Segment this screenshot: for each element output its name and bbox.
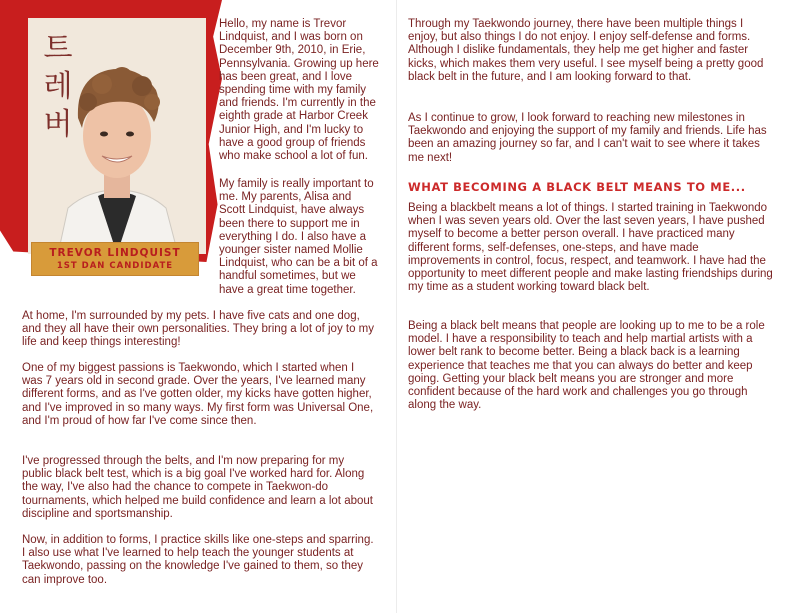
black-belt-heading: WHAT BECOMING A BLACK BELT MEANS TO ME... [408, 180, 746, 194]
student-rank: 1ST DAN CANDIDATE [56, 261, 174, 271]
student-name: TREVOR LINDQUIST [49, 247, 181, 259]
korean-name-calligraphy: 트 레 버 [43, 31, 73, 142]
pets-paragraph: At home, I'm surrounded by my pets. I have five cats and one dog, and they all have their own personalities. They bring a lot of joy to my life and keep things interesting! [22, 310, 375, 349]
meaning-paragraph-1: Being a blackbelt means a lot of things. I started training in Taekwondo when I was seven years old. Over the last seven years, I have pushed myself to become a better person overall. I have practiced many different forms, self-defenses, one-steps, and have made improvements in control, focus, respect, and teamwork. I have had the opportunity to meet different people and make lasting friendships during my time as a student working toward black belt. [408, 202, 773, 294]
intro-paragraph: Hello, my name is Trevor Lindquist, and I was born on December 9th, 2010, in Erie, Pennsylvania. Growing up here has been great, and I love spending time with my family and friends. I'm currently in the eighth grade at Harbor Creek Junior High, and I'm lucky to have a good group of friends who make school a lot of fun. [219, 18, 379, 163]
grow-paragraph: As I continue to grow, I look forward to reaching new milestones in Taekwondo and enjoying the support of my family and friends. Life has been an amazing journey so far, and I can't wait to see where it takes me next! [408, 112, 767, 164]
student-photo [28, 18, 206, 254]
name-plate [31, 242, 199, 276]
passion-paragraph: One of my biggest passions is Taekwondo, which I started when I was 7 years old in second grade. Over the years, I've learned many different forms, and as I've gotten older, my kicks have gotten higher, and I've improved in so many ways. My first form was Universal One, and I'm proud of how far I've come since then. [22, 362, 374, 427]
meaning-paragraph-2: Being a black belt means that people are looking up to me to be a role model. I have a responsibility to teach and help martial artists with a lower belt rank to become better. Being a black back is a learning experience that teaches me that you can always do better and keep going. Getting your black belt means you are stronger and more confident because of the hard work and challenges you go through along the way. [408, 320, 765, 412]
journey-paragraph: Through my Taekwondo journey, there have been multiple things I enjoy, but also things I do not enjoy. I enjoy self-defense and forms. Although I dislike fundamentals, they help me get higher and faster kicks, which makes them very useful. I see myself being a pretty good black belt in the future, and I am looking forward to that. [408, 18, 764, 83]
column-divider [396, 0, 397, 613]
family-paragraph: My family is really important to me. My parents, Alisa and Scott Lindquist, have always been there to support me in everything I do. I also have a younger sister named Mollie Lindquist, who can be a bit of a handful sometimes, but we have a great time together. [219, 178, 378, 296]
forms-paragraph: Now, in addition to forms, I practice skills like one-steps and sparring. I also use what I've learned to help teach the younger students at Taekwondo, passing on the knowledge I've gained to them, so they can improve too. [22, 534, 374, 586]
progress-paragraph: I've progressed through the belts, and I'm now preparing for my public black belt test, which is a big goal I've worked hard for. Along the way, I've also had the chance to compete in Taekwon-do tournaments, which helped me build confidence and learn a lot about discipline and sportsmanship. [22, 455, 373, 520]
